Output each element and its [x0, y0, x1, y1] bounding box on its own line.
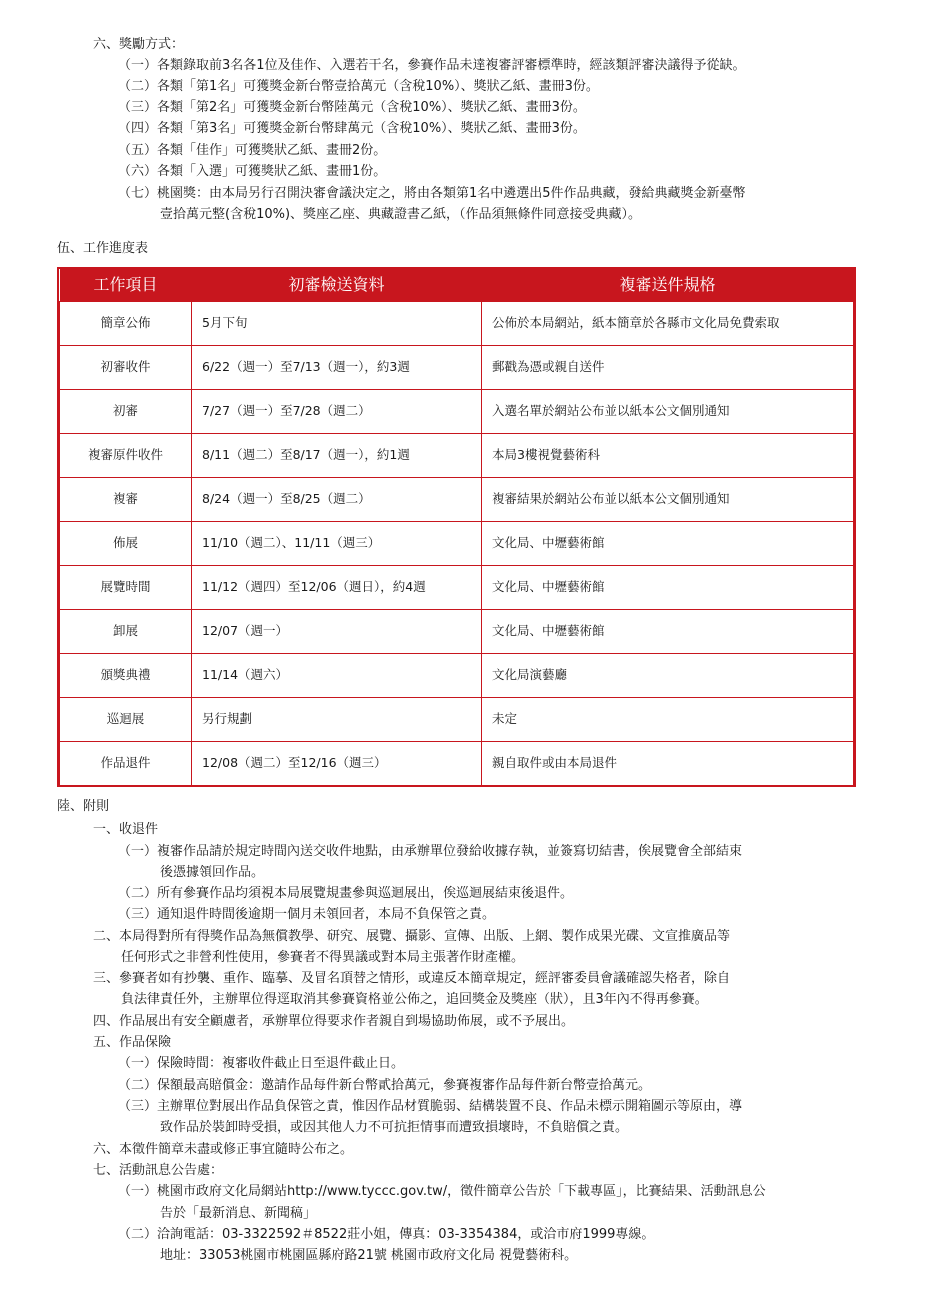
- item-cell: 卸展: [60, 610, 192, 654]
- item-cell: 初審: [60, 390, 192, 434]
- item-cell: 初審收件: [60, 346, 192, 390]
- second-review-cell: 公佈於本局網站，紙本簡章於各縣市文化局免費索取: [482, 302, 854, 346]
- first-review-cell: 12/07（週一）: [192, 610, 482, 654]
- item-cell: 佈展: [60, 522, 192, 566]
- rules-line: （一）桃園市政府文化局網站http://www.tyccc.gov.tw/，徵件簡章公告於「下載專區」，比賽結果、活動訊息公: [118, 1184, 766, 1199]
- column-header: 工作項目: [60, 269, 192, 302]
- first-review-cell: 另行規劃: [192, 698, 482, 742]
- first-review-cell: 11/12（週四）至12/06（週日），約4週: [192, 566, 482, 610]
- item-cell: 複審原件收件: [60, 434, 192, 478]
- table-row: [60, 302, 854, 346]
- awards-line-5: （五）各類「佳作」可獲獎狀乙紙、畫冊2份。: [118, 143, 387, 158]
- table-row: [60, 478, 854, 522]
- first-review-cell: 7/27（週一）至7/28（週二）: [192, 390, 482, 434]
- second-review-cell: 文化局、中壢藝術館: [482, 522, 854, 566]
- rules-line: 二、本局得對所有得獎作品為無償教學、研究、展覽、攝影、宣傳、出版、上網、製作成果光碟、文宣推廣品等: [93, 929, 731, 944]
- rules-line: 地址：33053桃園市桃園區縣府路21號 桃園市政府文化局 視覺藝術科。: [160, 1248, 578, 1263]
- first-review-cell: 8/11（週二）至8/17（週一），約1週: [192, 434, 482, 478]
- item-cell: 簡章公佈: [60, 302, 192, 346]
- rules-line: 四、作品展出有安全顧慮者，承辦單位得要求作者親自到場協助佈展，或不予展出。: [93, 1014, 575, 1029]
- rules-line: 告於「最新消息、新聞稿」: [160, 1206, 317, 1221]
- item-cell: 頒獎典禮: [60, 654, 192, 698]
- rules-heading: 陸、附則: [57, 799, 110, 814]
- second-review-cell: 文化局、中壢藝術館: [482, 566, 854, 610]
- table-row: [60, 390, 854, 434]
- rules-line: 負法律責任外，主辦單位得逕取消其參賽資格並公佈之，追回獎金及獎座（狀），且3年內不得再參賽。: [121, 992, 708, 1007]
- rules-line: 一、收退件: [93, 822, 159, 837]
- awards-line-6: （六）各類「入選」可獲獎狀乙紙、畫冊1份。: [118, 164, 387, 179]
- table-row: [60, 742, 854, 786]
- schedule-heading: 伍、工作進度表: [57, 241, 149, 256]
- first-review-cell: 6/22（週一）至7/13（週一），約3週: [192, 346, 482, 390]
- table-row: [60, 346, 854, 390]
- rules-line: （一）保險時間：複審收件截止日至退件截止日。: [118, 1056, 405, 1071]
- first-review-cell: 5月下旬: [192, 302, 482, 346]
- table-row: [60, 522, 854, 566]
- awards-line-3: （三）各類「第2名」可獲獎金新台幣陸萬元（含稅10%）、獎狀乙紙、畫冊3份。: [118, 100, 586, 115]
- first-review-cell: 11/10（週二）、11/11（週三）: [192, 522, 482, 566]
- second-review-cell: 文化局演藝廳: [482, 654, 854, 698]
- first-review-cell: 8/24（週一）至8/25（週二）: [192, 478, 482, 522]
- rules-line: （二）洽詢電話：03-3322592＃8522莊小姐，傳真：03-3354384，或洽市府1999專線。: [118, 1227, 655, 1242]
- item-cell: 展覽時間: [60, 566, 192, 610]
- awards-line-7: （七）桃園獎：由本局另行召開決審會議決定之，將由各類第1名中遴選出5件作品典藏，發給典藏獎金新臺幣: [118, 186, 746, 201]
- rules-line: （二）保額最高賠償金：邀請作品每件新台幣貳拾萬元，參賽複審作品每件新台幣壹拾萬元。: [118, 1078, 652, 1093]
- awards-line-7-cont: 壹拾萬元整(含稅10%)、獎座乙座、典藏證書乙紙，（作品須無條件同意接受典藏）。: [160, 207, 642, 222]
- item-cell: 複審: [60, 478, 192, 522]
- rules-line: 七、活動訊息公告處：: [93, 1163, 224, 1178]
- table-row: [60, 566, 854, 610]
- second-review-cell: 文化局、中壢藝術館: [482, 610, 854, 654]
- rules-line: （三）主辦單位對展出作品負保管之責，惟因作品材質脆弱、結構裝置不良、作品未標示開箱圖示等原由，導: [118, 1099, 743, 1114]
- first-review-cell: 12/08（週二）至12/16（週三）: [192, 742, 482, 786]
- first-review-cell: 11/14（週六）: [192, 654, 482, 698]
- table-row: [60, 654, 854, 698]
- rules-line: 任何形式之非營利性使用，參賽者不得異議或對本局主張著作財產權。: [121, 950, 525, 965]
- table-row: [60, 698, 854, 742]
- rules-line: 致作品於裝卸時受損，或因其他人力不可抗拒情事而遭致損壞時，不負賠償之責。: [160, 1120, 629, 1135]
- schedule-table: [57, 267, 856, 787]
- awards-heading: 六、獎勵方式：: [93, 37, 185, 52]
- rules-line: （三）通知退件時間後逾期一個月未領回者，本局不負保管之責。: [118, 907, 496, 922]
- rules-line: （一）複審作品請於規定時間內送交收件地點，由承辦單位發給收據存執，並簽寫切結書，俟展覽會全部結束: [118, 844, 743, 859]
- second-review-cell: 郵戳為憑或親自送件: [482, 346, 854, 390]
- awards-line-2: （二）各類「第1名」可獲獎金新台幣壹拾萬元（含稅10%）、獎狀乙紙、畫冊3份。: [118, 79, 599, 94]
- second-review-cell: 親自取件或由本局退件: [482, 742, 854, 786]
- table-header-row: [60, 269, 854, 302]
- column-header: 複審送件規格: [482, 269, 854, 302]
- second-review-cell: 入選名單於網站公布並以紙本公文個別通知: [482, 390, 854, 434]
- item-cell: 巡迴展: [60, 698, 192, 742]
- column-header: 初審檢送資料: [192, 269, 482, 302]
- awards-line-1: （一）各類錄取前3名各1位及佳作、入選若干名，參賽作品未達複審評審標準時，經該類評審決議得予從缺。: [118, 58, 746, 73]
- awards-line-4: （四）各類「第3名」可獲獎金新台幣肆萬元（含稅10%）、獎狀乙紙、畫冊3份。: [118, 121, 586, 136]
- table-row: [60, 434, 854, 478]
- rules-line: （二）所有參賽作品均須視本局展覽規畫參與巡迴展出，俟巡迴展結束後退件。: [118, 886, 574, 901]
- second-review-cell: 複審結果於網站公布並以紙本公文個別通知: [482, 478, 854, 522]
- rules-line: 後憑據領回作品。: [160, 865, 265, 880]
- rules-line: 六、本徵件簡章未盡或修正事宜隨時公布之。: [93, 1142, 354, 1157]
- second-review-cell: 未定: [482, 698, 854, 742]
- rules-line: 五、作品保險: [93, 1035, 172, 1050]
- second-review-cell: 本局3樓視覺藝術科: [482, 434, 854, 478]
- table-row: [60, 610, 854, 654]
- rules-line: 三、參賽者如有抄襲、重作、臨摹、及冒名頂替之情形，或違反本簡章規定，經評審委員會議確認失格者，除自: [93, 971, 731, 986]
- item-cell: 作品退件: [60, 742, 192, 786]
